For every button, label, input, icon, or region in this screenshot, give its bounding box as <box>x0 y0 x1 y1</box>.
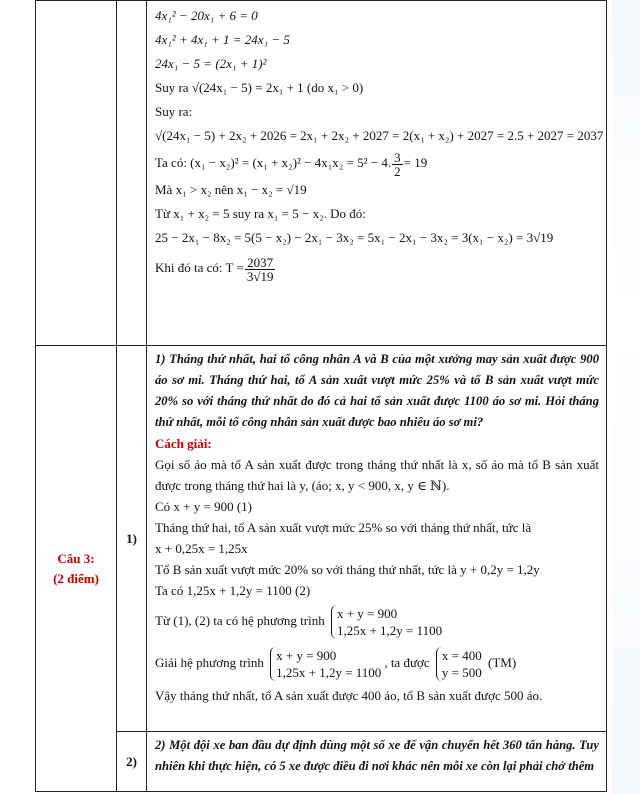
solution-line: Ta có 1,25x + 1,2y = 1100 (2) <box>155 583 311 598</box>
question3-part2-row <box>36 732 607 792</box>
fraction-numerator: 3 <box>394 149 401 165</box>
equation-line: √(24x₁ − 5) + 2x₂ + 2026 = 2x₁ + 2x₂ + 2027 = 2(x₁ + x₂) + 2027 = 2.5 + 2027 = 2037 <box>155 128 604 143</box>
equation-line <box>155 250 599 286</box>
solution-line: Gọi số áo mà tổ A sản xuất được trong tháng thứ nhất là x, số áo mà tổ B sản xuất được trong tháng thứ hai là y, (áo; x, y < 900, x, y ∈ ℕ). <box>155 457 599 493</box>
equation-line: 25 − 2x₁ − 8x₂ = 5(5 − x₂) − 2x₁ − 3x₂ = 5x₁ − 2x₁ − 3x₂ = 3(x₁ − x₂) = 3√19 <box>155 230 554 245</box>
solution-system <box>436 647 482 681</box>
problem-statement: 1) Tháng thứ nhất, hai tổ công nhân A và B của một xưởng may sản xuất được 900 áo sơ mi. Tháng thứ hai, tổ A sản xuất vượt mức 25% và tổ B sản xuất vượt mức 20% so với tháng thứ nhất do đó cả hai tổ sản xuất được 1100 áo sơ mi. Hỏi tháng thứ nhất, mỗi tổ công nhân sản xuất được bao nhiêu áo sơ mi? <box>155 352 599 429</box>
equation-text: Khi đó ta có: T = <box>155 260 244 275</box>
fraction-denominator: 2 <box>394 163 401 179</box>
system-solve-line <box>155 641 599 685</box>
fraction-numerator: 2037 <box>245 256 276 270</box>
equation-system <box>331 605 442 639</box>
part2-content <box>147 732 607 792</box>
system-equation: x + y = 900 <box>276 648 337 664</box>
solution-line: x + 0,25x = 1,25x <box>155 541 248 556</box>
solution-table <box>35 0 607 792</box>
part-cell-empty <box>117 1 147 346</box>
system-line <box>155 601 599 641</box>
fraction-denominator: 3√19 <box>246 268 274 284</box>
part-number-cell <box>117 732 147 792</box>
page-side-decoration <box>612 0 640 794</box>
equation-text: Ta có: (x₁ − x₂)² = (x₁ + x₂)² − 4x₁x₂ = 5² − 4. <box>155 155 392 170</box>
solution-text: Giải hệ phương trình <box>155 655 264 670</box>
system-equation: y = 500 <box>441 665 482 681</box>
solution-line: Tổ B sản xuất vượt mức 20% so với tháng thứ nhất, tức là y + 0,2y = 1,2y <box>155 562 540 577</box>
equation-line <box>155 148 599 178</box>
solution-line: Tháng thứ hai, tổ A sản xuất vượt mức 25% so với tháng thứ nhất, tức là <box>155 520 532 535</box>
equation-line: Mà x₁ > x₂ nên x₁ − x₂ = √19 <box>155 182 307 197</box>
equation-line: Suy ra √(24x₁ − 5) = 2x₁ + 1 (do x₁ > 0) <box>155 80 364 95</box>
solution-text: (TM) <box>487 655 517 670</box>
method-heading: Cách giải: <box>155 436 212 451</box>
equation-line: 4x₁² + 4x₁ + 1 = 24x₁ − 5 <box>155 32 290 47</box>
system-equation: 1,25x + 1,2y = 1100 <box>276 665 382 681</box>
solution-line: Có x + y = 900 (1) <box>155 499 252 514</box>
problem-statement: 2) Một đội xe ban đầu dự định dùng một số xe để vận chuyển hết 360 tấn hàng. Tuy nhiên khi thực hiện, có 5 xe được điều đi nơi khác nên mỗi xe còn lại phải chở thêm <box>155 738 599 773</box>
equation-system <box>270 647 381 681</box>
part1-content <box>147 346 607 732</box>
part-number: 1) <box>126 530 137 546</box>
question3-part1-row <box>36 346 607 732</box>
equation-line: 24x₁ − 5 = (2x₁ + 1)² <box>155 56 267 71</box>
system-equation: 1,25x + 1,2y = 1100 <box>336 623 443 639</box>
fraction <box>245 256 276 283</box>
part-number: 2) <box>126 753 137 769</box>
fraction <box>392 151 403 178</box>
question-cell-empty <box>36 1 117 346</box>
question-label: Câu 3: <box>57 550 95 566</box>
question-points: (2 điểm) <box>53 570 99 586</box>
conclusion-line: Vậy tháng thứ nhất, tổ A sản xuất được 400 áo, tổ B sản xuất được 500 áo. <box>155 688 543 703</box>
equation-text: = 19 <box>403 155 428 170</box>
solution-text: , ta được <box>384 655 430 670</box>
question-cell <box>36 346 117 792</box>
equation-line: 4x₁² − 20x₁ + 6 = 0 <box>155 8 258 23</box>
system-equation: x + y = 900 <box>336 606 398 622</box>
text-line: Suy ra: <box>155 104 193 119</box>
solution-text: Từ (1), (2) ta có hệ phương trình <box>155 613 325 628</box>
equation-line: Từ x₁ + x₂ = 5 suy ra x₁ = 5 − x₂. Do đó: <box>155 206 366 221</box>
part-number-cell <box>117 346 147 732</box>
system-equation: x = 400 <box>441 648 482 664</box>
previous-solution-content <box>147 1 607 346</box>
previous-question-row <box>36 1 607 346</box>
